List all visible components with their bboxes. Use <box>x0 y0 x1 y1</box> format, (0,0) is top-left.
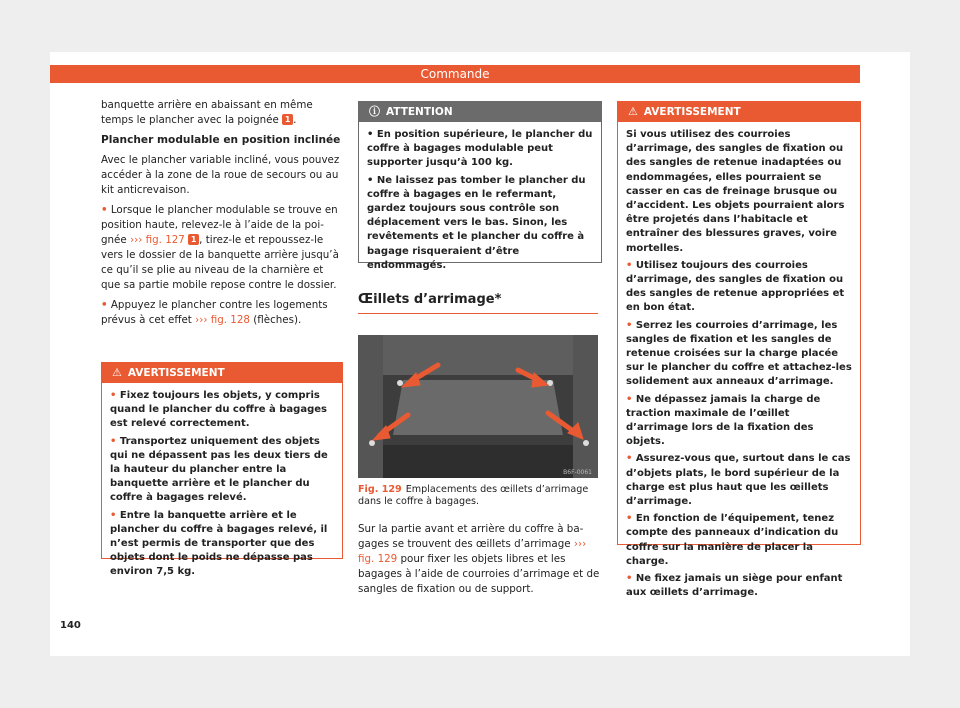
warning-triangle-icon: ⚠ <box>628 105 638 118</box>
warning-item: • Entre la banquette arrière et le plancher du coffre à bagages relevé, il n’est permis de transporter que des objets dont le poids ne dépasse pas environ 7,5 kg. <box>110 509 328 578</box>
figure-link[interactable]: ››› fig. 129 <box>358 538 587 565</box>
warning-item: • Serrez les courroies d’arrimage, les sangles de fixation et les sangles de retenue croisées sur la charge placée sur le plancher du coffre et attachez-les solidement aux anneaux d’arrimage. <box>626 319 852 388</box>
trunk-figure <box>358 335 598 478</box>
bullet-1: • Lorsque le plancher modulable se trouve en position haute, relevez-le à l’aide de la poignée ››› fig. 127 1 , tirez-le et repoussez-le vers le dossier de la banquette arrière jusqu’à ce qu’il se plie au niveau de la charnière et que sa partie mobile repose contre le dossier. <box>101 204 339 291</box>
warning-item: • Fixez toujours les objets, y compris quand le plancher du coffre à bagages est relevé correctement. <box>110 390 327 430</box>
paragraph-2: Avec le plancher variable incliné, vous pouvez accéder à la zone de la roue de secours ou au kit anticrevaison. <box>101 154 340 196</box>
figure-caption: Fig. 129 Emplacements des œillets d’arrimage dans le coffre à bagages. <box>358 484 589 507</box>
callout-number: 1 <box>282 114 293 125</box>
warning-item: • Transportez uniquement des objets qui ne dépassent pas les deux tiers de la hauteur du plancher entre la banquette arrière et le plancher du coffre à bagages relevé. <box>110 435 328 504</box>
middle-paragraph: Sur la partie avant et arrière du coffre à bagages se trouvent des œillets d’arrimage ››› fig. 129 pour fixer les objets libres et les bagages à l’aide de courroies d’arrimage et de sangles de fixation ou de support. <box>358 523 600 595</box>
attention-item: • Ne laissez pas tomber le plancher du coffre à bagages en le refermant, gardez toujours sous contrôle son déplacement vers le bas. Sinon, les revêtements et le plancher du coffre à bagage risqueraient d’être endommagés. <box>367 174 586 271</box>
left-column <box>101 98 343 333</box>
attention-box <box>358 101 602 271</box>
info-circle-icon: ⓘ <box>369 105 380 118</box>
warning-triangle-icon: ⚠ <box>112 366 122 379</box>
warning-header: ⚠ AVERTISSEMENT <box>618 102 860 122</box>
subheading: Plancher modulable en position inclinée <box>101 134 341 146</box>
warning-item: • Ne fixez jamais un siège pour enfant aux œillets d’arrimage. <box>626 573 843 599</box>
figure-link[interactable]: ››› fig. 127 <box>130 234 185 246</box>
warning-item: • Utilisez toujours des courroies d’arrimage, des sangles de fixation ou des sangles de retenue appropriées et en bon état. <box>626 259 845 314</box>
warning-item: • Ne dépassez jamais la charge de traction maximale de l’œillet d’arrimage lors de la fixation des objets. <box>626 393 821 448</box>
callout-number: 1 <box>188 234 199 245</box>
attention-header: ⓘ ATTENTION <box>359 102 601 122</box>
warning-box-left <box>101 362 343 578</box>
warning-header: ⚠ AVERTISSEMENT <box>102 363 342 383</box>
warning-box-right <box>617 101 861 599</box>
figure-code: B6F-0061 <box>563 469 592 476</box>
warning-item: • Assurez-vous que, surtout dans le cas d’objets plats, le bord supérieur de la charge est plus haut que les œillets d’arrimage. <box>626 453 851 508</box>
paragraph-1: banquette arrière en abaissant en même temps le plancher avec la poignée 1 . <box>101 99 313 126</box>
page-header: Commande <box>50 65 860 83</box>
attention-item: • En position supérieure, le plancher du coffre à bagages modulable peut supporter jusqu’à 100 kg. <box>367 129 593 169</box>
section-title: Œillets d’arrimage* <box>358 292 598 314</box>
page-number: 140 <box>60 620 81 631</box>
warning-item: • En fonction de l’équipement, tenez compte des panneaux d’indication du coffre sur la manière de placer la charge. <box>626 513 839 567</box>
bullet-2: • Appuyez le plancher contre les logements prévus à cet effet ››› fig. 128 (flèches). <box>101 299 328 326</box>
figure-link[interactable]: ››› fig. 128 <box>195 314 250 326</box>
warning-intro: Si vous utilisez des courroies d’arrimage, des sangles de fixation ou des sangles de retenue inadaptées ou endommagées, elles pourraient se casser en cas de freinage brusque ou d’accident. Les objets pourraient alors être projetés dans l’habitacle et entraîner des blessures graves, voire mortelles. <box>626 129 845 254</box>
